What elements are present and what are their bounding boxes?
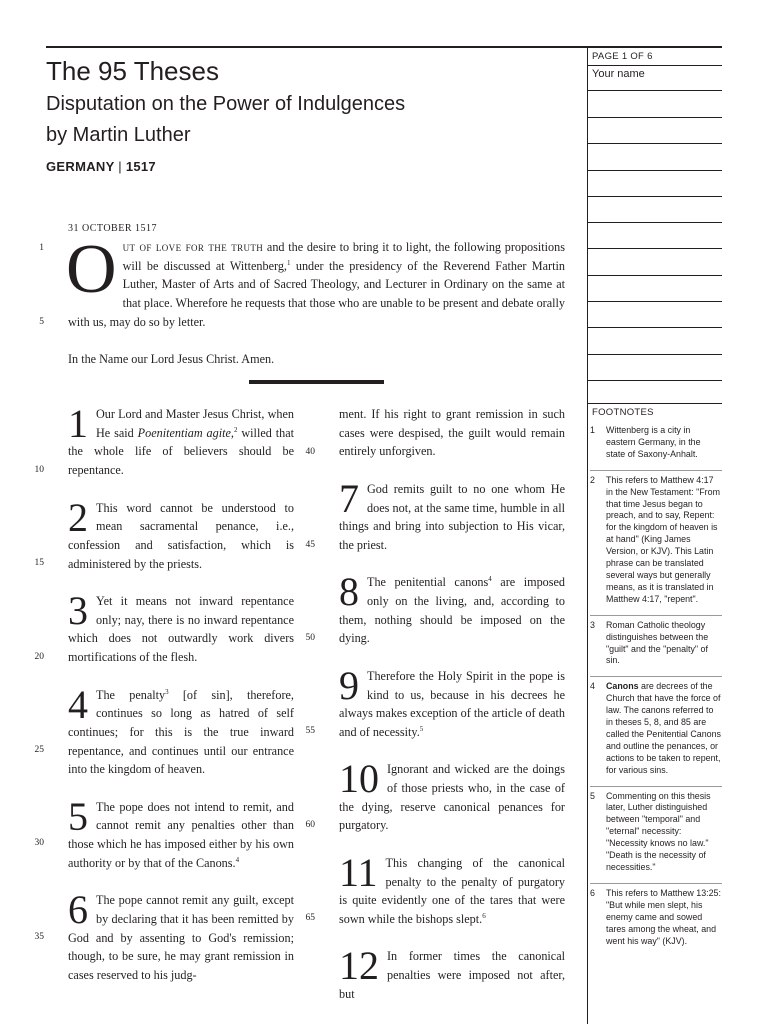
document-title: The 95 Theses <box>46 56 219 86</box>
thesis: 12 In former times the canonical penalties were imposed not after, but <box>339 943 565 1001</box>
footnote: 2 This refers to Matthew 4:17 in the New Testament: "From that time Jesus began to preach, and to say, Repent: for the kingdom of heaven is at hand" (King James Version, or KJV). This Latin phrase can be translated several ways but generally means, as it is translated in Matthew 4:17, "repent". <box>590 470 722 615</box>
name-line <box>588 117 722 118</box>
footnote: 5 Commenting on this thesis later, Luther distinguished between "temporal" and "eternal" necessity: "Necessity knows no law." "Death is the necessity of necessities." <box>590 786 722 883</box>
thesis-continuation: ment. If his right to grant remission in such cases were despised, the guilt would remain entirely unforgiven. <box>339 407 565 459</box>
name-line <box>588 327 722 328</box>
footnote: 3 Roman Catholic theology distinguishes between the "guilt" and the "penalty" of sin. <box>590 615 722 677</box>
line-number: 40 <box>305 447 315 457</box>
thesis: 9 Therefore the Holy Spirit in the pope is kind to us, because in his decrees he always makes exception of the article of death and of necessity.$^5$ <box>339 662 565 739</box>
name-line <box>588 301 722 302</box>
document-author: by Martin Luther <box>46 124 191 146</box>
thesis-number: 9 <box>339 662 359 708</box>
footnotes-heading: FOOTNOTES <box>592 407 654 418</box>
drop-cap: O <box>66 231 117 308</box>
line-number: 20 <box>34 652 44 662</box>
thesis-number: 6 <box>68 887 88 933</box>
thesis-number: 1 <box>68 401 88 446</box>
line-number: 30 <box>34 838 44 848</box>
name-line <box>588 65 722 66</box>
theses-column-right <box>339 405 565 1022</box>
thesis: 5 The pope does not intend to remit, and cannot remit any penalties other than those which he has imposed either by his own authority or by that of the Canons.$^4$ <box>68 793 294 870</box>
invocation: In the Name our Lord Jesus Christ. Amen. <box>68 352 275 366</box>
line-number: 60 <box>305 820 315 830</box>
line-number: 45 <box>305 540 315 550</box>
name-line <box>588 90 722 91</box>
footnotes-top-line <box>588 403 722 404</box>
document-date: 31 OCTOBER 1517 <box>68 223 157 234</box>
thesis-number: 10 <box>339 756 379 802</box>
section-divider <box>249 380 384 384</box>
name-line <box>588 170 722 171</box>
thesis: 7 God remits guilt to no one whom He does not, at the same time, humble in all things and bring into subjection to His vicar, the priest. <box>339 475 565 552</box>
line-number: 50 <box>305 633 315 643</box>
document-subtitle: Disputation on the Power of Indulgences <box>46 93 406 115</box>
country: GERMANY <box>46 159 115 174</box>
sidebar-divider <box>587 46 588 1024</box>
name-line <box>588 380 722 381</box>
page-indicator: PAGE 1 OF 6 <box>592 51 653 62</box>
thesis: 4 The penalty$^3$ [of sin], therefore, continues so long as hatred of self continues; for this is the true inward repentance, and continues until our entrance into the kingdom of heaven. <box>68 681 294 777</box>
line-number: 1 <box>39 243 44 253</box>
thesis: 11 This changing of the canonical penalty to the penalty of purgatory is quite evidently one of the tares that were sown while the bishops slept.$^6$ <box>339 849 565 926</box>
thesis: 2 This word cannot be understood to mean sacramental penance, i.e., confession and satisfaction, which is administered by the priests. <box>68 494 294 571</box>
thesis-number: 11 <box>339 849 378 895</box>
line-number: 15 <box>34 558 44 568</box>
name-field-label: Your name <box>592 68 645 80</box>
footnote: 6 This refers to Matthew 13:25: "But while men slept, his enemy came and sowed tares among the wheat, and went his way" (KJV). <box>590 883 722 957</box>
thesis-number: 12 <box>339 943 379 989</box>
country-year <box>46 159 156 174</box>
thesis: 3 Yet it means not inward repentance only; nay, there is no inward repentance which does not outwardly work divers mortifications of the flesh. <box>68 588 294 665</box>
line-number: 65 <box>305 913 315 923</box>
name-line <box>588 196 722 197</box>
separator: | <box>118 159 122 174</box>
thesis: 6 The pope cannot remit any guilt, except by declaring that it has been remitted by God and by assenting to God's remission; though, to be sure, he may grant remission in cases reserved to his judg- <box>68 887 294 983</box>
footnote: 4 Canons are decrees of the Church that have the force of law. The canons referred to in theses 5, 8, and 85 are called the Penitential Canons and outline the penances, or actions to be taken to repent, for various sins. <box>590 676 722 785</box>
name-line <box>588 275 722 276</box>
line-number: 25 <box>34 745 44 755</box>
line-number: 5 <box>39 317 44 327</box>
name-line <box>588 248 722 249</box>
line-number: 55 <box>305 726 315 736</box>
thesis: 8 The penitential canons$^4$ are imposed only on the living, and, according to them, nothing should be imposed on the dying. <box>339 569 565 646</box>
footnotes-list <box>590 425 722 956</box>
year: 1517 <box>125 159 156 174</box>
thesis: 1 Our Lord and Master Jesus Christ, when He said Poenitentiam agite,$^2$ willed that the whole life of believers should be repentance. <box>68 401 295 478</box>
intro-paragraph: Out of love for the truth and the desire to bring it to light, the following propositions will be discussed at Wittenberg,$^1$ under the presidency of the Reverend Father Martin Luther, Master of Arts and of Sacred Theology, and Lecturer in Ordinary on the same at that place. Wherefore he requests that those who are unable to be present and debate orally with us, may do so by letter. <box>66 231 565 329</box>
line-number: 35 <box>34 932 44 942</box>
thesis-number: 8 <box>339 569 359 615</box>
name-line <box>588 354 722 355</box>
footnote: 1 Wittenberg is a city in eastern Germany, in the state of Saxony-Anhalt. <box>590 425 701 459</box>
thesis-number: 7 <box>339 475 359 521</box>
thesis-number: 5 <box>68 793 88 839</box>
thesis: 10 Ignorant and wicked are the doings of those priests who, in the case of the dying, reserve canonical penances for purgatory. <box>339 756 565 833</box>
thesis-number: 4 <box>68 681 88 727</box>
thesis-number: 2 <box>68 494 88 540</box>
name-line <box>588 143 722 144</box>
top-rule <box>46 46 722 48</box>
thesis-number: 3 <box>68 588 88 633</box>
line-number: 10 <box>34 465 44 475</box>
name-line <box>588 222 722 223</box>
theses-column-left <box>68 401 295 1003</box>
